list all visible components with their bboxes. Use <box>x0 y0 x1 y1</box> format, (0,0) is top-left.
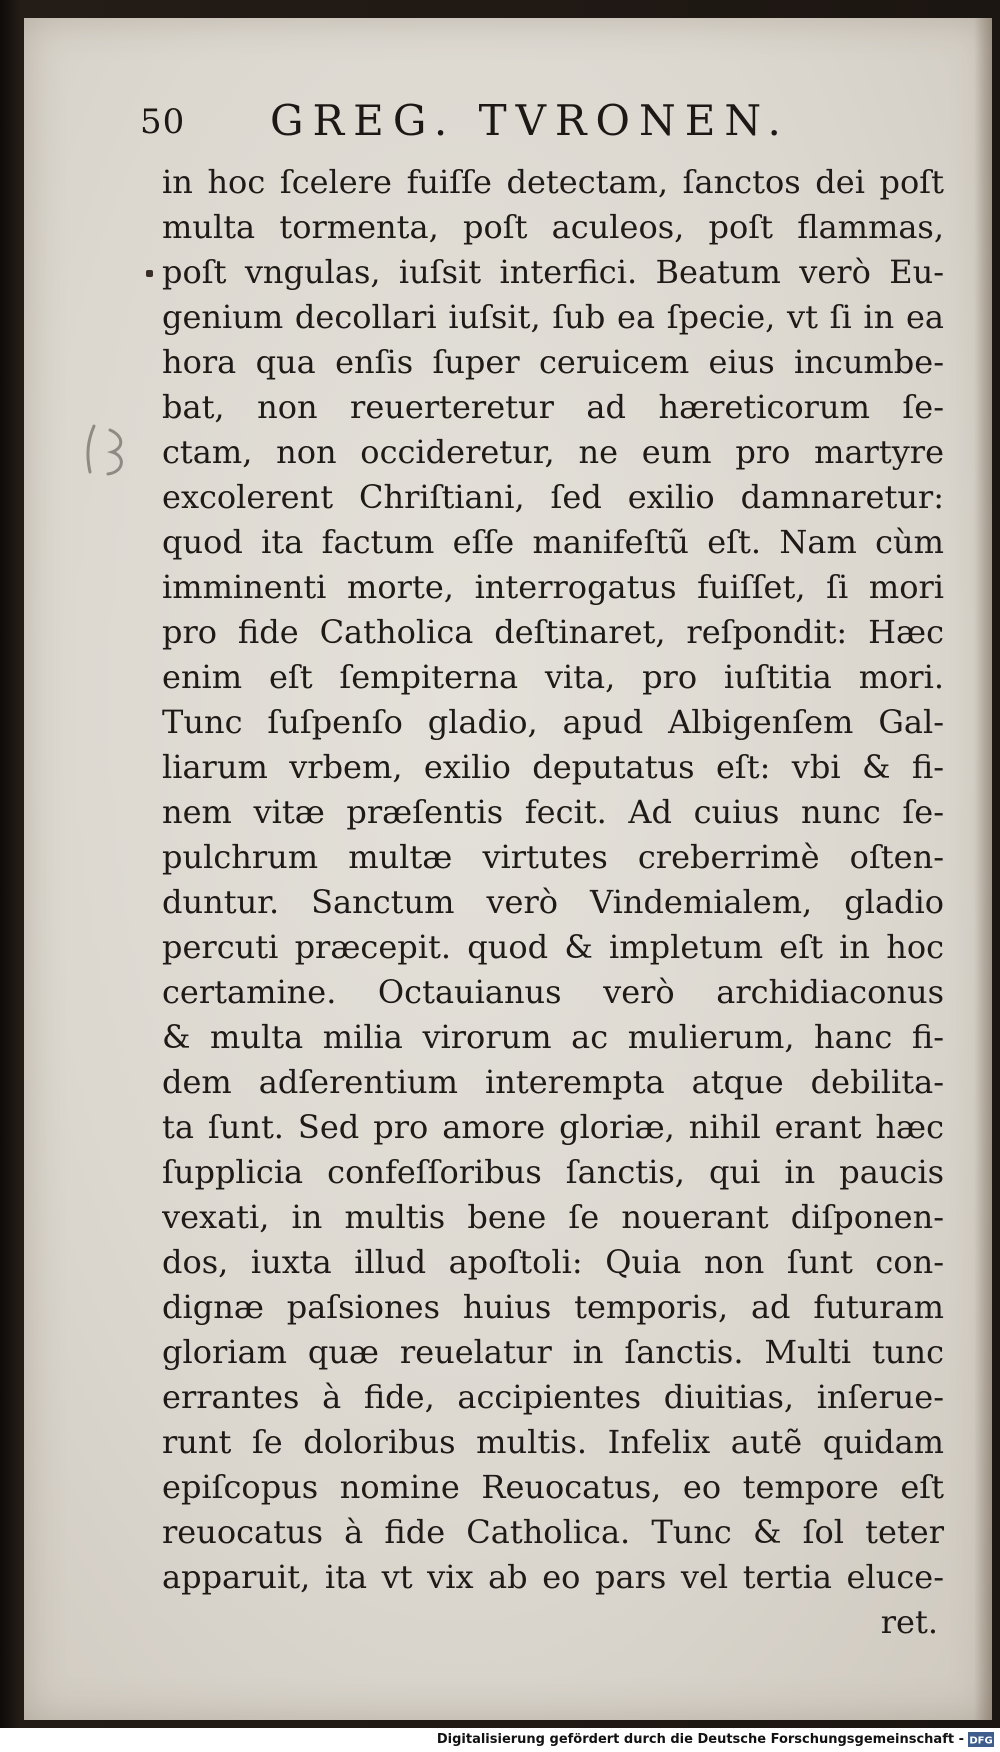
text-line: epiſcopus nomine Reuocatus, eo tempore eſt <box>162 1468 944 1506</box>
text-line: gloriam quæ reuelatur in ſanctis. Multi tunc <box>162 1333 944 1371</box>
dfg-logo-icon <box>968 1732 994 1747</box>
text-line: pro fide Catholica deſtinaret, reſpondit: Hæc <box>162 613 944 651</box>
text-line: bat, non reuerteretur ad hæreticorum ſe- <box>162 388 944 426</box>
text-line: ctam, non occideretur, ne eum pro martyre <box>162 433 944 471</box>
text-line: dignæ paſsiones huius temporis, ad futuram <box>162 1288 944 1326</box>
text-line: ret. <box>880 1603 938 1641</box>
text-line: poſt vngulas, iuſsit interfici. Beatum verò Eu- <box>162 253 944 291</box>
text-line: & multa milia virorum ac mulierum, hanc fi- <box>162 1018 944 1056</box>
text-line: quod ita factum eſſe manifeſtũ eſt. Nam cùm <box>162 523 944 561</box>
text-line: percuti præcepit. quod & impletum eſt in hoc <box>162 928 944 966</box>
text-line: duntur. Sanctum verò Vindemialem, gladio <box>162 883 944 921</box>
text-line: in hoc ſcelere fuiſſe detectam, ſanctos dei poſt <box>162 163 944 201</box>
text-line: Tunc ſuſpenſo gladio, apud Albigenſem Gal- <box>162 703 944 741</box>
text-line: multa tormenta, poſt aculeos, poſt flammas, <box>162 208 944 246</box>
text-line: pulchrum multæ virtutes creberrimè oſten- <box>162 838 944 876</box>
text-line: vexati, in multis bene ſe nouerant diſponen- <box>162 1198 944 1236</box>
text-line: excolerent Chriſtiani, ſed exilio damnaretur: <box>162 478 944 516</box>
page-header <box>140 96 860 156</box>
text-line: reuocatus à fide Catholica. Tunc & ſol teter <box>162 1513 944 1551</box>
text-line: dem adſerentium interempta atque debilita- <box>162 1063 944 1101</box>
text-line: apparuit, ita vt vix ab eo pars vel tertia eluce- <box>162 1558 944 1596</box>
text-line: enim eſt ſempiterna vita, pro iuſtitia mori. <box>162 658 944 696</box>
text-line: ſupplicia confeſſoribus ſanctis, qui in paucis <box>162 1153 944 1191</box>
text-line: runt ſe doloribus multis. Infelix autẽ quidam <box>162 1423 944 1461</box>
text-line: errantes à fide, accipientes diuitias, inſerue- <box>162 1378 944 1416</box>
text-line: nem vitæ præſentis fecit. Ad cuius nunc ſe- <box>162 793 944 831</box>
pencil-mark-icon <box>80 420 136 480</box>
digitization-credit: Digitalisierung gefördert durch die Deutsche Forschungsgemeinschaft - <box>436 1732 964 1747</box>
page-edge-shadow <box>974 18 992 1720</box>
text-line: hora qua enſis ſuper ceruicem eius incumbe- <box>162 343 944 381</box>
body-text <box>162 160 944 1645</box>
text-line: ta ſunt. Sed pro amore gloriæ, nihil erant hæc <box>162 1108 944 1146</box>
book-page <box>24 18 992 1720</box>
margin-dot-mark <box>146 270 153 277</box>
running-head: GREG. TVRONEN. <box>270 96 790 145</box>
text-line: certamine. Octauianus verò archidiaconus <box>162 973 944 1011</box>
text-line: dos, iuxta illud apoſtoli: Quia non ſunt con- <box>162 1243 944 1281</box>
footer-strip <box>0 1728 1000 1752</box>
text-line: liarum vrbem, exilio deputatus eſt: vbi & fi- <box>162 748 944 786</box>
text-line: imminenti morte, interrogatus fuiſſet, ſi mori <box>162 568 944 606</box>
text-line: genium decollari iuſsit, ſub ea ſpecie, vt ſi in ea <box>162 298 944 336</box>
page-number: 50 <box>140 102 186 142</box>
dfg-logo-label: DFG <box>969 1735 993 1747</box>
